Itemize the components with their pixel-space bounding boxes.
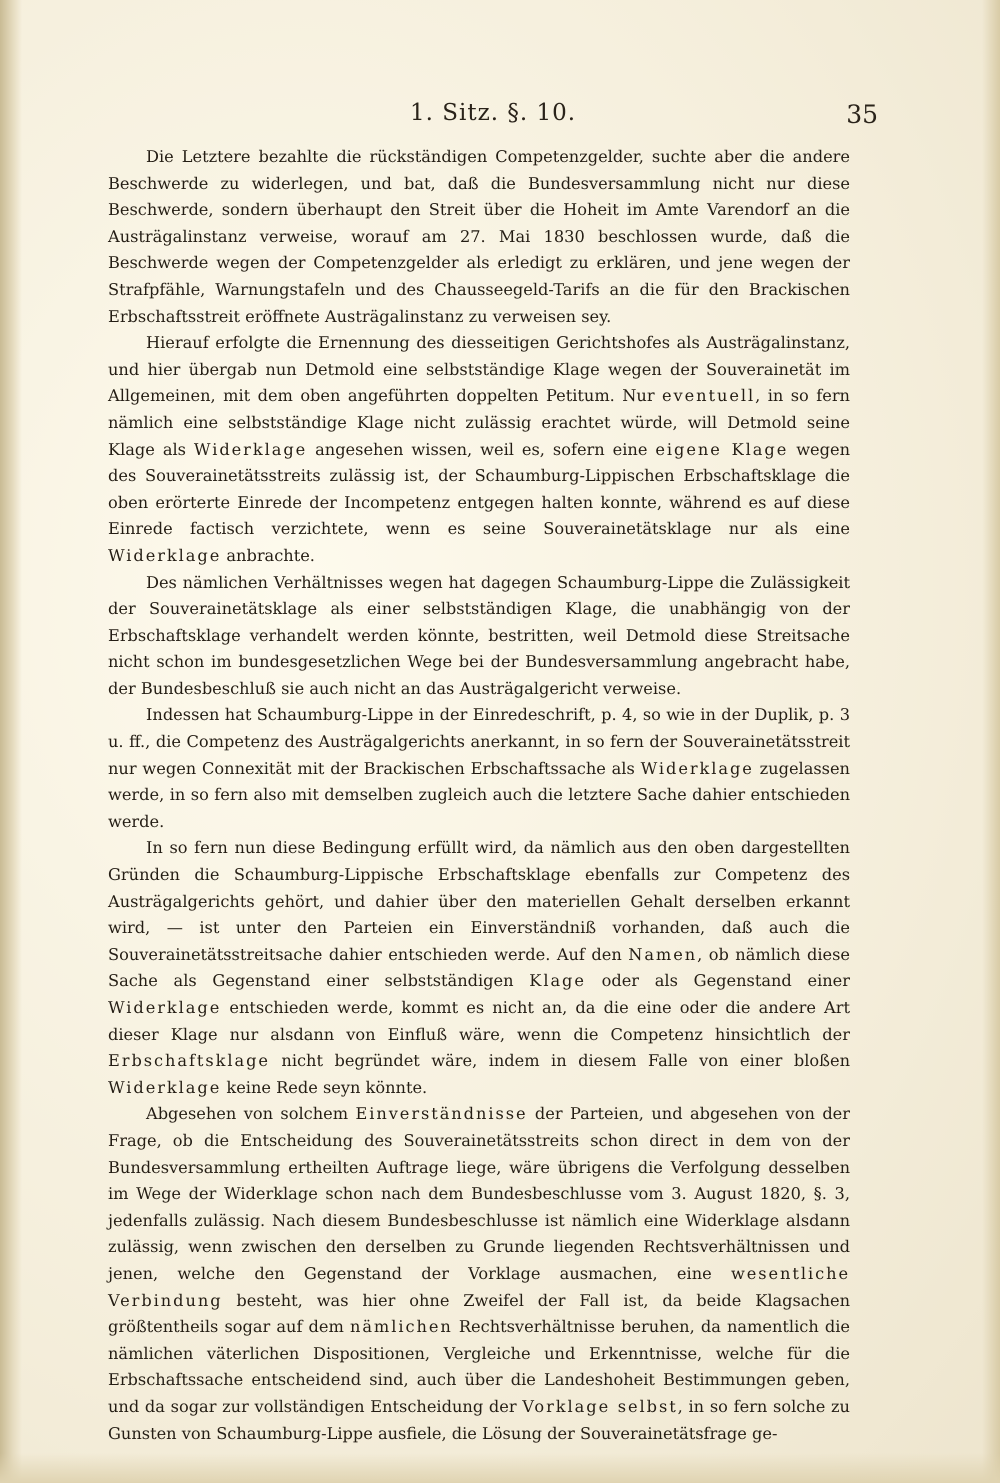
paragraph [108,570,850,703]
body-text [108,144,850,1447]
spaced-emphasis: Vorklage selbst [522,1396,678,1416]
spaced-emphasis: Erbschaftsklage [108,1051,270,1071]
text-run: angesehen wissen, weil es, sofern eine [307,439,656,459]
text-run: Hierauf erfolgte die Ernennung des diesseitigen Gerichtshofes als Austrägalinstanz, und hier übergab nun Detmold eine selbstständige Klage wegen der Souverainetät im Allgemeinen, mit dem oben angeführten doppelten Petitum. Nur [108,333,850,406]
text-run: zugelassen werde, in so fern also mit demselben zugleich auch die letztere Sache dahier entschieden werde. [108,758,850,831]
page-edge-bottom [0,1453,1000,1483]
paragraph [108,702,850,835]
text-run: , in so fern nämlich eine selbstständige Klage nicht zulässig erachtet würde, will Detmold seine Klage als [108,386,850,459]
text-run: anbrachte. [221,545,315,565]
text-run: In so fern nun diese Bedingung erfüllt wird, da nämlich aus den oben dargestellten Gründen die Schaumburg-Lippische Erbschaftsklage ebenfalls zur Competenz des Austrägalgerichts gehört, und dahier über den materiellen Gehalt derselben erkannt wird, — ist unter den Parteien ein Einverständniß vorhanden, daß auch die Souverainetätsstreitsache dahier entschieden werde. Auf den [108,838,850,964]
text-run: , ob nämlich diese Sache als Gegenstand einer selbstständigen [108,944,851,991]
spaced-emphasis: Widerklage [640,758,754,778]
spaced-emphasis: eventuell [662,386,756,406]
text-run: oder als Gegenstand einer [585,971,850,991]
text-run: , in so fern solche zu Gunsten von Schaumburg-Lippe ausfiele, die Lösung der Souverainetätsfrage ge- [108,1396,850,1443]
text-run: Des nämlichen Verhältnisses wegen hat dagegen Schaumburg-Lippe die Zulässigkeit der Souverainetätsklage als einer selbstständigen Klage, die unabhängig von der Erbschaftsklage verhandelt werden könnte, bestritten, weil Detmold diese Streitsache nicht schon im bundesgesetzlichen Wege bei der Bundesversammlung angebracht habe, der Bundesbeschluß sie auch nicht an das Austrägalgericht verweise. [108,572,850,698]
spaced-emphasis: Einverständnisse [355,1104,528,1124]
text-run: keine Rede seyn könnte. [221,1077,428,1097]
text-run: entschieden werde, kommt es nicht an, da die eine oder die andere Art dieser Klage nur alsdann von Einfluß wäre, wenn die Competenz hinsichtlich der [108,998,850,1044]
page-edge-left [0,0,22,1483]
text-run: Indessen hat Schaumburg-Lippe in der Einredeschrift, p. 4, so wie in der Duplik, p. 3 u. ff., die Competenz des Austrägalgerichts anerkannt, in so fern der Souverainetätsstreit nur wegen Connexität mit der Brackischen Erbschaftssache als [108,705,850,778]
spaced-emphasis: eigene Klage [655,439,789,459]
text-run: nicht begründet wäre, indem in diesem Falle von einer bloßen [269,1051,850,1071]
spaced-emphasis: Klage [529,971,586,991]
text-run: der Parteien, und abgesehen von der Frage, ob die Entscheidung des Souverainetätsstreits schon direct in dem von der Bundesversammlung ertheilten Auftrage liege, wäre übrigens die Verfolgung desselben im Wege der Widerklage schon nach dem Bundesbeschlusse vom 3. August 1820, §. 3, jedenfalls zulässig. Nach diesem Bundesbeschlusse ist nämlich eine Widerklage alsdann zulässig, wenn zwischen den derselben zu Grunde liegenden Rechtsverhältnissen und jenen, welche den Gegenstand der Vorklage ausmachen, eine [108,1104,850,1283]
spaced-emphasis: wesentliche Verbindung [108,1263,850,1310]
spaced-emphasis: Namen [628,944,698,964]
spaced-emphasis: Widerklage [108,998,222,1017]
text-run: wegen des Souverainetätsstreits zulässig ist, der Schaumburg-Lippischen Erbschaftsklage die oben erörterte Einrede der Incompetenz entgegen halten konnte, während es auf diese Einrede factisch verzichtete, wenn es seine Souverainetätsklage nur als eine [108,439,850,539]
paragraph [108,144,850,330]
page-header [108,100,878,140]
spaced-emphasis: Widerklage [108,545,222,565]
spaced-emphasis: nämlichen [349,1317,453,1337]
text-run: Die Letztere bezahlte die rückständigen Competenzgelder, suchte aber die andere Beschwerde zu widerlegen, und bat, daß die Bundesversammlung nicht nur diese Beschwerde, sondern überhaupt den Streit über die Hoheit im Amte Varendorf an die Austrägalinstanz verweise, worauf am 27. Mai 1830 beschlossen wurde, daß die Beschwerde wegen der Competenzgelder als erledigt zu erklären, und jene wegen der Strafpfähle, Warnungstafeln und des Chausseegeld-Tarifs an die für den Brackischen Erbschaftsstreit eröffnete Austrägalinstanz zu verweisen sey. [108,147,850,326]
paragraph [108,330,850,569]
paragraph [108,835,850,1101]
text-run: besteht, was hier ohne Zweifel der Fall ist, da beide Klagsachen größtentheils sogar auf dem [108,1290,850,1337]
text-run: Rechtsverhältnisse beruhen, da namentlich die nämlichen väterlichen Dispositionen, Vergleiche und Erkenntnisse, welche für die Erbschaftssache entscheidend sind, auch über die Landeshoheit Bestimmungen geben, und da sogar zur vollständigen Entscheidung der [108,1317,850,1416]
spaced-emphasis: Widerklage [108,1077,222,1097]
text-run: Abgesehen von solchem [146,1104,356,1124]
spaced-emphasis: Widerklage [193,439,308,459]
paragraph [108,1101,850,1447]
page-number: 35 [846,100,878,129]
running-head: 1. Sitz. §. 10. [409,100,577,126]
page-edge-right [982,0,1000,1483]
